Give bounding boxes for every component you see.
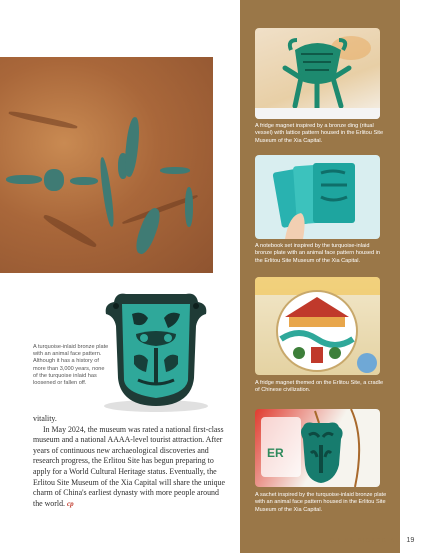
- page-footer: [330, 529, 414, 547]
- notebook-set-photo: [255, 155, 380, 239]
- excavation-photo: [0, 57, 213, 273]
- plate-caption: A turquoise-inlaid bronze plate with an animal face pattern. Although it has a history of more than 3,000 years, none of the turquoise inlaid has loosened or fallen off.: [33, 344, 109, 387]
- body-lead: vitality.: [33, 414, 57, 423]
- sachet-photo: [255, 409, 380, 487]
- sachet-icon: [255, 409, 380, 487]
- body-paragraph: In May 2024, the museum was rated a national first-class museum and a national AAAA-level tourist attraction. After years of continuous new archaeological discoveries and research progress, the Erlitou Site has begun preparing to apply for a World Cultural Heritage status. Eventually, the Erlitou Site Museum of the Xia Capital will share the unique charm of China's earliest dynasty with more people around the world. cp: [33, 424, 225, 508]
- product-panel: [240, 0, 400, 553]
- article-body: [33, 414, 229, 509]
- notebook-set-icon: [255, 155, 380, 239]
- bronze-plate-icon: [92, 288, 220, 414]
- site-magnet-photo: [255, 277, 380, 375]
- bronze-plate-image: [92, 288, 220, 414]
- notebook-set-caption: A notebook set inspired by the turquoise-inlaid bronze plate with an animal face pattern housed in the Erlitou Site Museum of the Xia Capital.: [255, 243, 381, 264]
- sachet-caption: A sachet inspired by the turquoise-inlaid bronze plate with an animal face pattern housed in the Erlitou Site Museum of the Xia Capital.: [255, 492, 387, 513]
- publication-name: CHINA PICTORIAL: [330, 538, 401, 544]
- ding-magnet-caption: A fridge magnet inspired by a bronze ding (ritual vessel) with lattice pattern housed in the Erlitou Site Museum of the Xia Capital.: [255, 123, 384, 144]
- ding-magnet-icon: [255, 28, 380, 119]
- ding-magnet-photo: [255, 28, 380, 119]
- svg-text:ER: ER: [267, 446, 284, 460]
- site-magnet-icon: [255, 277, 380, 375]
- end-mark: cp: [66, 499, 74, 508]
- site-magnet-caption: A fridge magnet themed on the Erlitou Site, a cradle of Chinese civilization.: [255, 380, 384, 394]
- page-number: 19: [406, 535, 415, 544]
